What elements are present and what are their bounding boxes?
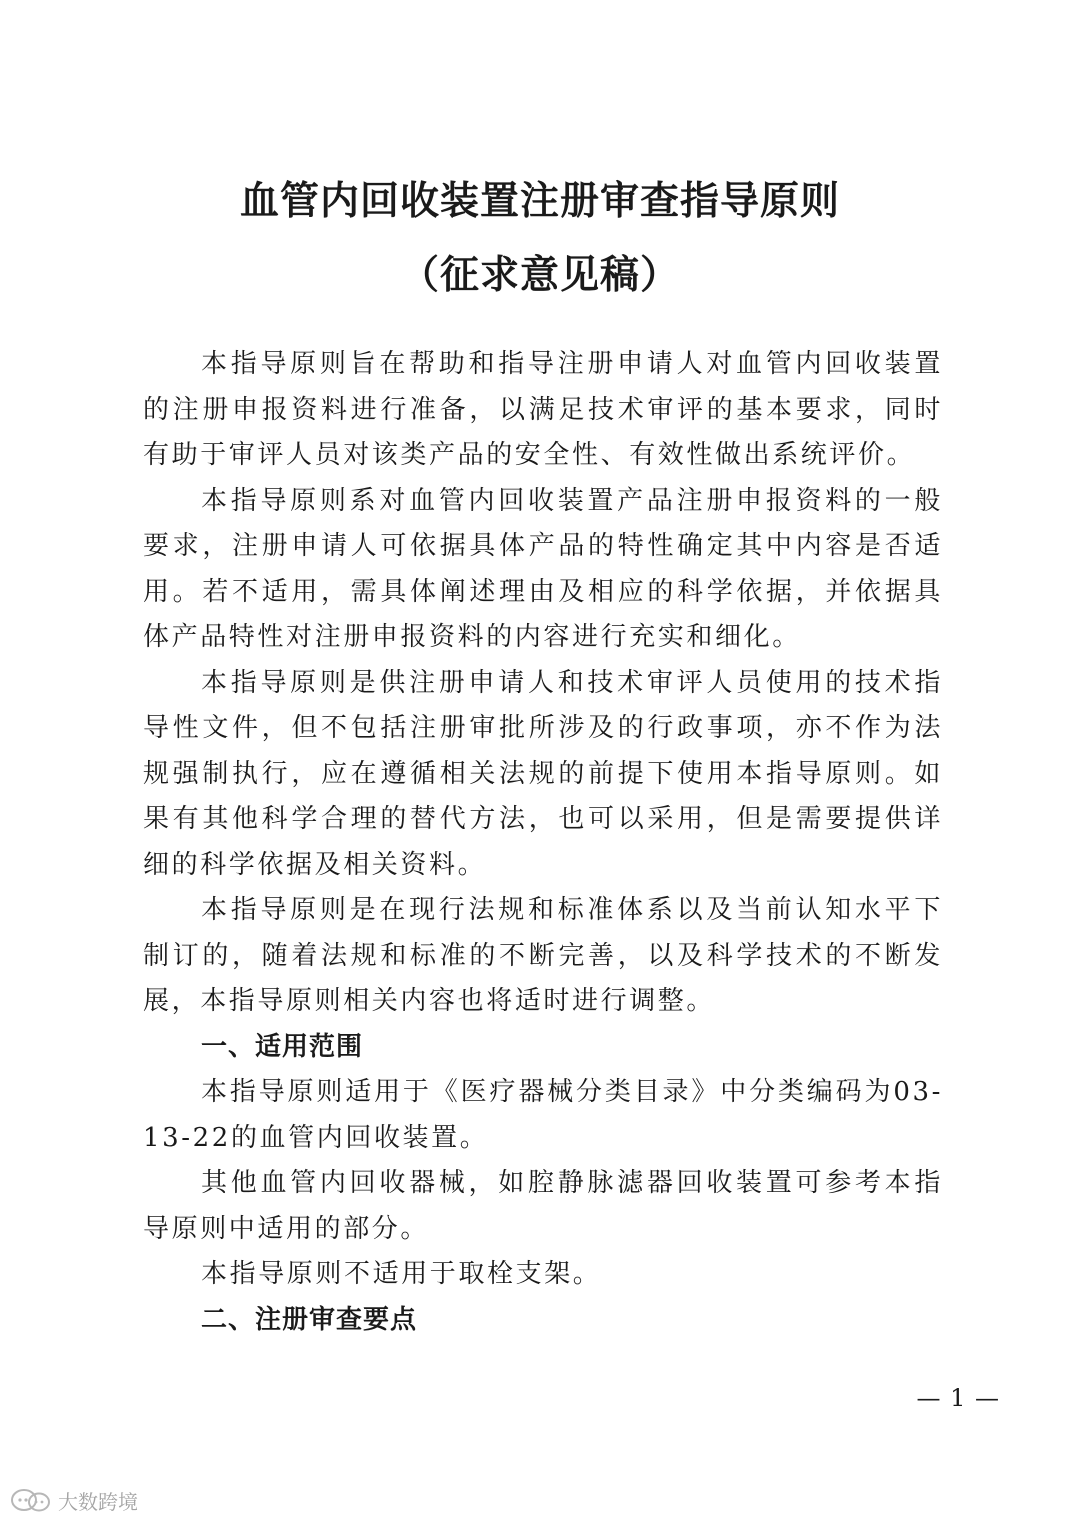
title-block xyxy=(0,178,1080,300)
paragraph: 本指导原则是供注册申请人和技术审评人员使用的技术指导性文件，但不包括注册审批所涉及的行政事项，亦不作为法规强制执行，应在遵循相关法规的前提下使用本指导原则。如果有其他科学合理的替代方法，也可以采用，但是需要提供详细的科学依据及相关资料。 xyxy=(143,667,943,880)
paragraph: 本指导原则不适用于取栓支架。 xyxy=(201,1259,602,1289)
paragraph: 本指导原则系对血管内回收装置产品注册申报资料的一般要求，注册申请人可依据具体产品的特性确定其中内容是否适用。若不适用，需具体阐述理由及相应的科学依据，并依据具体产品特性对注册申报资料的内容进行充实和细化。 xyxy=(143,485,943,652)
watermark xyxy=(10,1486,138,1515)
paragraph: 其他血管内回收器械，如腔静脉滤器回收装置可参考本指导原则中适用的部分。 xyxy=(143,1168,943,1244)
page-number: — 1 — xyxy=(916,1384,1000,1412)
watermark-text: 大数跨境 xyxy=(58,1490,138,1514)
chat-bubble-icon xyxy=(10,1488,52,1514)
section-heading-review-points: 二、注册审查要点 xyxy=(201,1304,418,1335)
paragraph: 本指导原则是在现行法规和标准体系以及当前认知水平下制订的，随着法规和标准的不断完善，以及科学技术的不断发展，本指导原则相关内容也将适时进行调整。 xyxy=(143,895,943,1016)
document-title: 血管内回收装置注册审查指导原则 xyxy=(239,179,840,224)
document-subtitle: （征求意见稿） xyxy=(399,253,680,298)
paragraph: 本指导原则适用于《医疗器械分类目录》中分类编码为03-13-22的血管内回收装置。 xyxy=(143,1077,943,1153)
paragraph: 本指导原则旨在帮助和指导注册申请人对血管内回收装置的注册申报资料进行准备，以满足技术审评的基本要求，同时有助于审评人员对该类产品的安全性、有效性做出系统评价。 xyxy=(143,349,943,470)
section-heading-scope: 一、适用范围 xyxy=(201,1031,364,1062)
document-body xyxy=(143,342,943,1343)
